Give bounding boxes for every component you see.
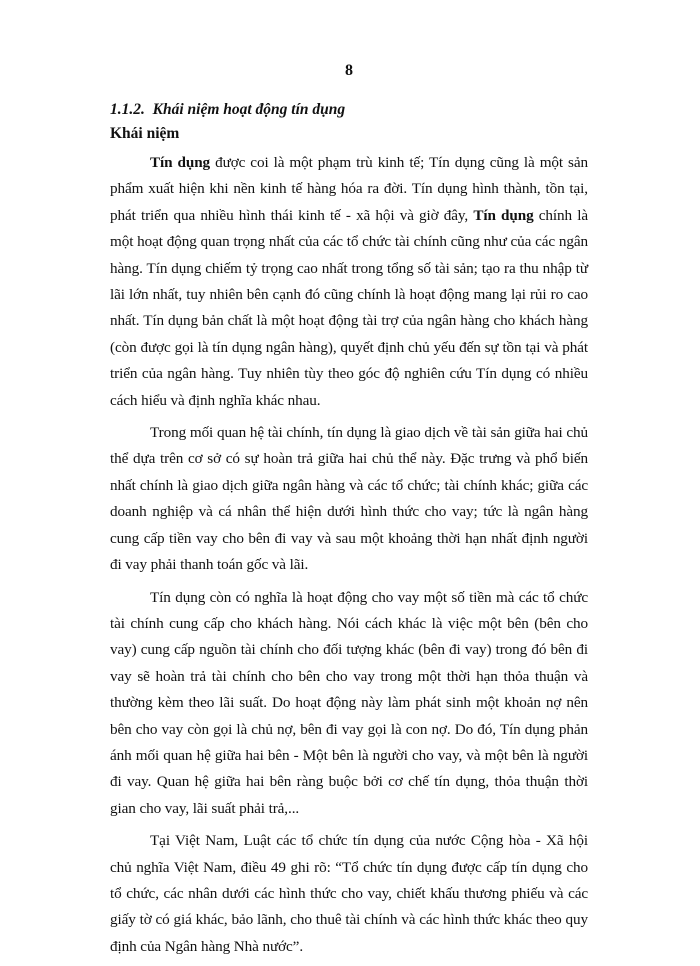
paragraph-3: Tín dụng còn có nghĩa là hoạt động cho vay một số tiền mà các tổ chức tài chính cung cấp cho khách hàng. Nói cách khác là việc một bên (bên cho vay) cung cấp nguồn tài chính cho đối tượng khác (bên đi vay) trong đó bên đi vay sẽ hoàn trả tài chính cho bên cho vay trong một thời hạn thỏa thuận và thường kèm theo lãi suất. Do hoạt động này làm phát sinh một khoản nợ nên bên cho vay còn gọi là chủ nợ, bên đi vay gọi là con nợ. Do đó, Tín dụng phản ánh mối quan hệ giữa hai bên - Một bên là người cho vay, và một bên là người đi vay. Quan hệ giữa hai bên ràng buộc bởi cơ chế tín dụng, thỏa thuận thời gian cho vay, lãi suất phải trả,... bbox=[110, 588, 588, 817]
section-number: 1.1.2. bbox=[110, 101, 145, 118]
page-number: 8 bbox=[345, 62, 353, 79]
term-tin-dung: Tín dụng bbox=[150, 154, 211, 171]
section-heading bbox=[110, 98, 588, 122]
paragraph-1-text-b: chính là một hoạt động quan trọng nhất của các tổ chức tài chính cũng như của các ngân hàng. Tín dụng chiếm tỷ trọng cao nhất trong tổng số tài sản; tạo ra thu nhập từ lãi lớn nhất, tuy nhiên bên cạnh đó cũng chính là hoạt động mang lại rủi ro cao nhất. Tín dụng bản chất là một hoạt động tài trợ của ngân hàng cho khách hàng (còn được gọi là tín dụng ngân hàng), quyết định chủ yếu đến sự tồn tại và phát triển của ngân hàng. Tuy nhiên tùy theo góc độ nghiên cứu Tín dụng có nhiều cách hiểu và định nghĩa khác nhau. bbox=[110, 206, 588, 409]
subheading: Khái niệm bbox=[110, 125, 180, 142]
paragraph-4: Tại Việt Nam, Luật các tổ chức tín dụng của nước Cộng hòa - Xã hội chủ nghĩa Việt Nam, điều 49 ghi rõ: “Tổ chức tín dụng được cấp tín dụng cho tổ chức, các nhân dưới các hình thức cho vay, chiết khấu thương phiếu và các giấy tờ có giá khác, bảo lãnh, cho thuê tài chính và các hình thức khác theo quy định của Ngân hàng Nhà nước”. bbox=[110, 832, 588, 955]
paragraph-1-text-a: được coi là một phạm trù kinh tế; Tín dụng cũng là một sản phẩm xuất hiện khi nền kinh tế hàng hóa ra đời. Tín dụng hình thành, tồn tại, phát triển qua nhiều hình thái kinh tế - xã hội và giờ đây, bbox=[110, 154, 588, 224]
document-page bbox=[110, 58, 588, 966]
term-tin-dung-2: Tín dụng bbox=[473, 206, 534, 224]
section-title: Khái niệm hoạt động tín dụng bbox=[152, 101, 346, 118]
paragraph-1 bbox=[110, 150, 588, 414]
paragraph-2: Trong mối quan hệ tài chính, tín dụng là giao dịch về tài sản giữa hai chủ thể dựa trên cơ sở có sự hoàn trả giữa hai chủ thể này. Đặc trưng và phổ biến nhất chính là giao dịch giữa ngân hàng và các tổ chức; tài chính khác; giữa các doanh nghiệp và cá nhân thể hiện dưới hình thức cho vay; tức là ngân hàng cung cấp tiền vay cho bên đi vay và sau một khoảng thời hạn nhất định người đi vay phải thanh toán gốc và lãi. bbox=[110, 424, 588, 574]
